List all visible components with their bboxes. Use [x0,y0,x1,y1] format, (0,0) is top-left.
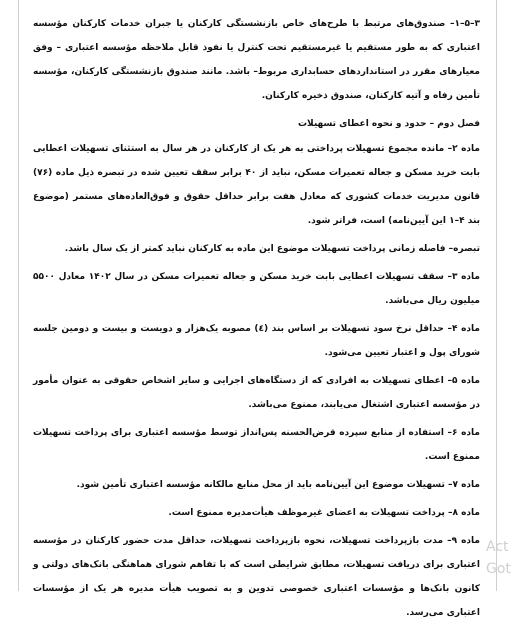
article-label: ماده ۸– [447,508,480,518]
article-text: سقف تسهیلات اعطایی بابت خرید مسکن و جعاله تعمیرات مسکن در سال ۱۴۰۲ معادل ۵۵۰۰ میلیون ریال می‌باشد. [33,272,480,306]
article-text: پرداخت تسهیلات به اعضای غیرموظف هیأت‌مدیره ممنوع است. [168,508,448,518]
note [33,237,480,261]
article-label: ماده ۳– [447,272,480,282]
article-7 [33,473,480,497]
activation-watermark [486,536,513,580]
document-body [33,12,480,629]
article-text: اعطای تسهیلات به افرادی که از دستگاه‌های اجرایی و سایر اشخاص حقوقی به عنوان مأمور در مؤسسه اعتباری اشتغال می‌یابند، ممنوع می‌باشد. [33,376,480,410]
article-text: استفاده از منابع سپرده قرض‌الحسنه پس‌انداز توسط مؤسسه اعتباری برای پرداخت تسهیلات ممنوع است. [33,428,480,462]
article-label: ماده ۵– [447,376,480,386]
article-4 [33,317,480,365]
article-label: ماده ۴– [447,324,480,334]
watermark-line-1: Act [486,539,509,555]
article-6 [33,421,480,469]
intro-paragraph: ۳–۵–۱– صندوق‌های مرتبط با طرح‌های خاص بازنشستگی کارکنان یا جبران خدمات کارکنان مؤسسه اعتباری که به طور مستقیم یا غیرمستقیم تحت کنترل یا نفوذ قابل ملاحظه مؤسسه اعتباری – وفق معیارهای مقرر در استانداردهای حسابداری مربوط– باشد. مانند صندوق بازنشستگی کارکنان، مؤسسه تأمین رفاه و آتیه کارکنان، صندوق ذخیره کارکنان. [33,19,480,101]
note-label: تبصره– [448,244,480,254]
article-9 [33,529,480,625]
article-2 [33,137,480,233]
article-text: مدت بازپرداخت تسهیلات، نحوه بازپرداخت تسهیلات، حداقل مدت حضور کارکنان در مؤسسه اعتباری برای دریافت تسهیلات، مطابق شرایطی است که با تفاهم شورای هماهنگی بانک‌های دولتی و کانون بانک‌ها و مؤسسات اعتباری خصوصی تدوین و به تصویب هیأت مدیره هر یک از مؤسسات اعتباری می‌رسد. [33,536,480,618]
article-8 [33,501,480,525]
article-text: مانده مجموع تسهیلات پرداختی به هر یک از کارکنان در هر سال به استثنای تسهیلات اعطایی بابت خرید مسکن و جعاله تعمیرات مسکن، نباید از ۴۰ برابر سقف تعیین شده در تبصره ذیل ماده (۷۶) قانون مدیریت خدمات کشوری که معادل هفت برابر حداقل حقوق و فوق‌العاده‌های مستمر (موضوع بند ۴–۱ این آیین‌نامه) است، فراتر شود. [33,144,480,226]
article-text: تسهیلات موضوع این آیین‌نامه باید از محل منابع مالکانه مؤسسه اعتباری تأمین شود. [76,480,448,490]
article-3 [33,265,480,313]
article-label: ماده ۹– [447,536,480,546]
article-label: ماده ۲– [447,144,480,154]
watermark-line-2: Got [486,561,511,577]
document-page [18,0,497,618]
note-text: فاصله زمانی پرداخت تسهیلات موضوع این ماده به کارکنان نباید کمتر از یک سال باشد. [64,244,449,254]
section-title: فصل دوم – حدود و نحوه اعطای تسهیلات [297,119,480,129]
article-label: ماده ۷– [447,480,480,490]
article-5 [33,369,480,417]
article-text: حداقل نرخ سود تسهیلات بر اساس بند (٤) مصوبه یک‌هزار و دویست و بیست و دومین جلسه شورای پول و اعتبار تعیین می‌شود. [33,324,480,358]
article-label: ماده ۶– [447,428,480,438]
